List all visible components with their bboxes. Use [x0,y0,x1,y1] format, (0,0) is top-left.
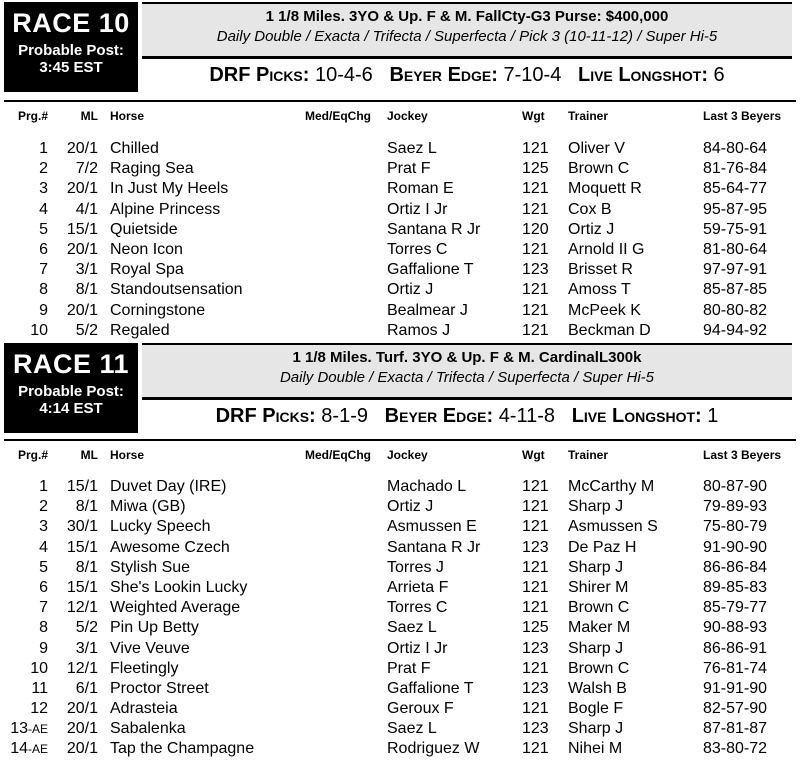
program-number [39,579,48,597]
live-longshot-label: Live Longshot: [577,64,708,86]
program-number [39,180,48,198]
also-eligible-tag: -AE [27,742,48,757]
col-horse: Horse [110,448,145,462]
last-3-beyers: 95-87-95 [703,200,768,218]
last-3-beyers: 76-81-74 [703,659,768,677]
drf-picks-label: DRF Picks: [209,64,310,86]
beyer-edge-value: 7-10-4 [503,64,562,86]
race-conditions: 1 1/8 Miles. Turf. 3YO & Up. F & M. CardinalL300k [292,349,642,366]
post-time: 4:14 EST [39,400,103,417]
also-eligible-tag: -AE [27,722,48,737]
jockey-name: Arrieta F [387,578,449,596]
table-row [4,478,796,498]
weight: 121 [522,659,549,677]
program-number-value: 6 [39,240,48,258]
program-number [39,221,48,239]
program-number [31,680,48,698]
live-longshot-value: 6 [713,64,725,86]
program-number [39,160,48,178]
post-label: Probable Post: [18,383,124,400]
table-row [4,302,796,322]
weight: 121 [522,180,549,198]
weight: 121 [522,200,549,218]
program-number-value: 2 [39,498,48,516]
race-title-box [4,2,138,92]
weight: 121 [522,700,549,718]
race-wagers: Daily Double / Exacta / Trifecta / Superfecta / Pick 3 (10-11-12) / Super Hi-5 [216,28,718,45]
morning-line: 6/1 [75,679,98,697]
col-trainer: Trainer [568,448,609,462]
program-number-value: 2 [39,160,48,178]
weight: 123 [522,261,549,279]
last-3-beyers: 83-80-72 [703,740,768,758]
drf-picks-value: 8-1-9 [321,405,368,427]
program-number-value: 4 [39,538,48,556]
program-number [39,478,48,496]
program-number-value: 10 [30,321,48,339]
horse-name: Lucky Speech [110,518,211,536]
table-row [4,740,796,760]
program-number-value: 5 [39,558,48,576]
race-header [0,0,800,94]
entries-table [4,100,796,342]
program-number-value: 6 [39,578,48,596]
last-3-beyers: 91-91-90 [703,679,768,697]
last-3-beyers: 81-80-64 [703,240,768,258]
weight: 120 [522,220,549,238]
horse-name: Adrasteia [110,700,178,718]
program-number-value: 3 [39,518,48,536]
table-row [4,180,796,200]
horse-name: Neon Icon [110,240,183,258]
jockey-name: Torres C [387,240,448,258]
program-number-value: 13 [10,720,28,738]
horse-name: Regaled [110,321,170,339]
weight: 121 [522,240,549,258]
trainer-name: Cox B [568,200,612,218]
trainer-name: Asmussen S [568,518,658,536]
horse-name: Corningstone [110,301,206,319]
morning-line: 20/1 [66,180,98,198]
program-number [39,498,48,516]
morning-line: 12/1 [66,659,98,677]
trainer-name: Brown C [568,160,630,178]
morning-line: 5/2 [75,619,98,637]
jockey-name: Torres C [387,599,448,617]
horse-name: Weighted Average [110,599,241,617]
morning-line: 15/1 [66,220,98,238]
post-label: Probable Post: [18,42,124,59]
morning-line: 8/1 [75,558,98,576]
morning-line: 15/1 [66,538,98,556]
horse-name: In Just My Heels [110,180,229,198]
program-number-value: 1 [39,478,48,495]
table-header [4,102,796,124]
race-header [0,341,800,435]
last-3-beyers: 86-86-84 [703,558,768,576]
table-row [4,201,796,221]
table-row [4,700,796,720]
jockey-name: Roman E [387,180,454,198]
last-3-beyers: 91-90-90 [703,538,768,556]
jockey-name: Ortiz I Jr [387,639,448,657]
weight: 121 [522,498,549,516]
trainer-name: Walsh B [568,679,627,697]
weight: 121 [522,599,549,617]
program-number [39,261,48,279]
last-3-beyers: 87-81-87 [703,720,768,738]
program-number-value: 8 [39,281,48,299]
program-number-value: 11 [31,679,48,697]
program-number [39,559,48,577]
col-wgt: Wgt [522,109,545,123]
table-row [4,539,796,559]
last-3-beyers: 80-80-82 [703,301,768,319]
program-number [39,281,48,299]
jockey-name: Ortiz J [387,281,434,299]
col-med: Med/EqChg [305,448,371,462]
weight: 121 [522,740,549,758]
program-number-value: 7 [39,599,48,617]
horse-name: Duvet Day (IRE) [110,478,227,495]
beyer-edge-label: Beyer Edge: [389,64,498,86]
jockey-name: Saez L [387,720,437,738]
morning-line: 20/1 [66,740,98,758]
program-number [10,740,48,758]
table-row [4,241,796,261]
jockey-name: Ortiz J [387,498,434,516]
table-row [4,140,796,160]
program-number [39,640,48,658]
trainer-name: Brisset R [568,261,633,279]
program-number [39,599,48,617]
morning-line: 12/1 [66,599,98,617]
table-row [4,281,796,301]
morning-line: 20/1 [66,240,98,258]
morning-line: 7/2 [75,160,98,178]
col-ml: ML [80,448,98,462]
horse-name: Alpine Princess [110,200,221,218]
horse-name: Royal Spa [110,261,184,279]
last-3-beyers: 81-76-84 [703,160,768,178]
program-number [30,322,48,340]
morning-line: 20/1 [66,700,98,718]
col-jockey: Jockey [387,448,428,462]
trainer-name: Maker M [568,619,631,637]
table-body [4,140,796,342]
weight: 121 [522,578,549,596]
beyer-edge-value: 4-11-8 [498,405,556,427]
morning-line: 20/1 [66,301,98,319]
trainer-name: Sharp J [568,558,624,576]
jockey-name: Rodriguez W [387,740,480,758]
program-number [39,241,48,259]
live-longshot-value: 1 [707,405,719,427]
horse-name: Chilled [110,140,159,157]
col-ml: ML [80,109,98,123]
trainer-name: De Paz H [568,538,637,556]
trainer-name: Moquett R [568,180,642,198]
table-row [4,322,796,342]
trainer-name: Brown C [568,659,630,677]
horse-name: She's Lookin Lucky [110,578,248,596]
race-10-section [0,0,800,339]
jockey-name: Santana R Jr [387,220,481,238]
last-3-beyers: 80-87-90 [703,478,768,495]
drf-picks-value: 10-4-6 [314,64,373,86]
race-conditions: 1 1/8 Miles. 3YO & Up. F & M. FallCty-G3 Purse: $400,000 [265,8,669,25]
race-info-box [142,343,792,400]
trainer-name: Oliver V [568,140,625,157]
table-row [4,498,796,518]
last-3-beyers: 89-85-83 [703,578,768,596]
program-number [30,660,48,678]
weight: 121 [522,140,549,157]
weight: 125 [522,160,549,178]
horse-name: Pin Up Betty [110,619,199,637]
jockey-name: Prat F [387,659,431,677]
trainer-name: Amoss T [568,281,631,299]
post-time: 3:45 EST [39,59,103,76]
jockey-name: Machado L [387,478,467,495]
weight: 121 [522,281,549,299]
morning-line: 3/1 [75,639,98,657]
program-number-value: 14 [10,740,28,758]
last-3-beyers: 90-88-93 [703,619,768,637]
weight: 121 [522,301,549,319]
col-beyers: Last 3 Beyers [703,448,782,462]
col-prg: Prg.# [17,448,48,462]
trainer-name: Ortiz J [568,220,615,238]
table-row [4,579,796,599]
horse-name: Fleetingly [110,659,179,677]
drf-picks-label: DRF Picks: [215,405,316,427]
last-3-beyers: 84-80-64 [703,140,768,157]
last-3-beyers: 59-75-91 [703,220,768,238]
weight: 125 [522,619,549,637]
last-3-beyers: 75-80-79 [703,518,768,536]
trainer-name: Sharp J [568,498,624,516]
morning-line: 15/1 [66,578,98,596]
weight: 123 [522,679,549,697]
last-3-beyers: 82-57-90 [703,700,768,718]
weight: 123 [522,720,549,738]
jockey-name: Ramos J [387,321,451,339]
table-row [4,261,796,281]
race-title-box [4,343,138,433]
program-number-value: 4 [39,200,48,218]
trainer-name: Nihei M [568,740,623,758]
last-3-beyers: 85-79-77 [703,599,768,617]
program-number-value: 12 [30,700,48,718]
morning-line: 30/1 [66,518,98,536]
last-3-beyers: 86-86-91 [703,639,768,657]
program-number [39,539,48,557]
program-number-value: 9 [39,301,48,319]
program-number [39,140,48,158]
col-beyers: Last 3 Beyers [703,109,782,123]
horse-name: Miwa (GB) [110,498,186,516]
program-number-value: 5 [39,220,48,238]
last-3-beyers: 85-64-77 [703,180,768,198]
jockey-name: Saez L [387,619,437,637]
col-wgt: Wgt [522,448,545,462]
weight: 123 [522,639,549,657]
program-number [10,720,48,738]
race-11-section [0,341,800,758]
trainer-name: McCarthy M [568,478,655,495]
morning-line: 3/1 [75,261,98,279]
morning-line: 15/1 [66,478,98,495]
horse-name: Awesome Czech [110,538,230,556]
jockey-name: Asmussen E [387,518,477,536]
live-longshot-label: Live Longshot: [571,405,702,427]
col-med: Med/EqChg [305,109,371,123]
trainer-name: McPeek K [568,301,641,319]
jockey-name: Bealmear J [387,301,468,319]
table-body [4,478,796,761]
trainer-name: Arnold II G [568,240,645,258]
table-row [4,660,796,680]
table-header [4,441,796,463]
weight: 121 [522,558,549,576]
trainer-name: Sharp J [568,639,624,657]
jockey-name: Gaffalione T [387,261,474,279]
weight: 121 [522,321,549,339]
horse-name: Quietside [110,220,178,238]
trainer-name: Sharp J [568,720,624,738]
horse-name: Vive Veuve [110,639,190,657]
table-row [4,640,796,660]
program-number [39,201,48,219]
trainer-name: Shirer M [568,578,629,596]
race-title: RACE 10 [12,8,130,38]
jockey-name: Torres J [387,558,444,576]
program-number [39,302,48,320]
program-number-value: 1 [39,140,48,157]
trainer-name: Bogle F [568,700,624,718]
col-trainer: Trainer [568,109,609,123]
picks-row [142,58,792,92]
program-number [30,700,48,718]
race-info-box [142,2,792,59]
horse-name: Tap the Champagne [110,740,255,758]
program-number-value: 7 [39,261,48,279]
col-jockey: Jockey [387,109,428,123]
program-number [39,518,48,536]
table-row [4,518,796,538]
col-horse: Horse [110,109,145,123]
table-row [4,720,796,740]
last-3-beyers: 97-97-91 [703,261,768,279]
weight: 121 [522,518,549,536]
last-3-beyers: 94-94-92 [703,321,768,339]
trainer-name: Brown C [568,599,630,617]
table-row [4,559,796,579]
horse-name: Raging Sea [110,160,194,178]
trainer-name: Beckman D [568,321,651,339]
program-number [39,619,48,637]
last-3-beyers: 79-89-93 [703,498,768,516]
jockey-name: Ortiz I Jr [387,200,448,218]
morning-line: 8/1 [75,281,98,299]
program-number-value: 8 [39,619,48,637]
program-number-value: 3 [39,180,48,198]
horse-name: Proctor Street [110,679,209,697]
jockey-name: Saez L [387,140,437,157]
last-3-beyers: 85-87-85 [703,281,768,299]
table-row [4,599,796,619]
picks-row [142,399,792,433]
table-row [4,160,796,180]
beyer-edge-label: Beyer Edge: [384,405,494,427]
race-wagers: Daily Double / Exacta / Trifecta / Superfecta / Super Hi-5 [279,369,655,386]
horse-name: Standoutsensation [110,281,243,299]
weight: 121 [522,478,549,495]
table-row [4,619,796,639]
morning-line: 20/1 [66,720,98,738]
jockey-name: Prat F [387,160,431,178]
jockey-name: Geroux F [387,700,454,718]
race-title: RACE 11 [12,349,130,379]
morning-line: 8/1 [75,498,98,516]
program-number-value: 10 [30,659,48,677]
morning-line: 5/2 [75,321,98,339]
table-row [4,221,796,241]
col-prg: Prg.# [17,109,48,123]
jockey-name: Santana R Jr [387,538,481,556]
morning-line: 20/1 [66,140,98,157]
morning-line: 4/1 [75,200,98,218]
entries-table [4,439,796,761]
horse-name: Stylish Sue [110,558,191,576]
table-row [4,680,796,700]
jockey-name: Gaffalione T [387,679,474,697]
program-number-value: 9 [39,639,48,657]
weight: 123 [522,538,549,556]
horse-name: Sabalenka [110,720,186,738]
